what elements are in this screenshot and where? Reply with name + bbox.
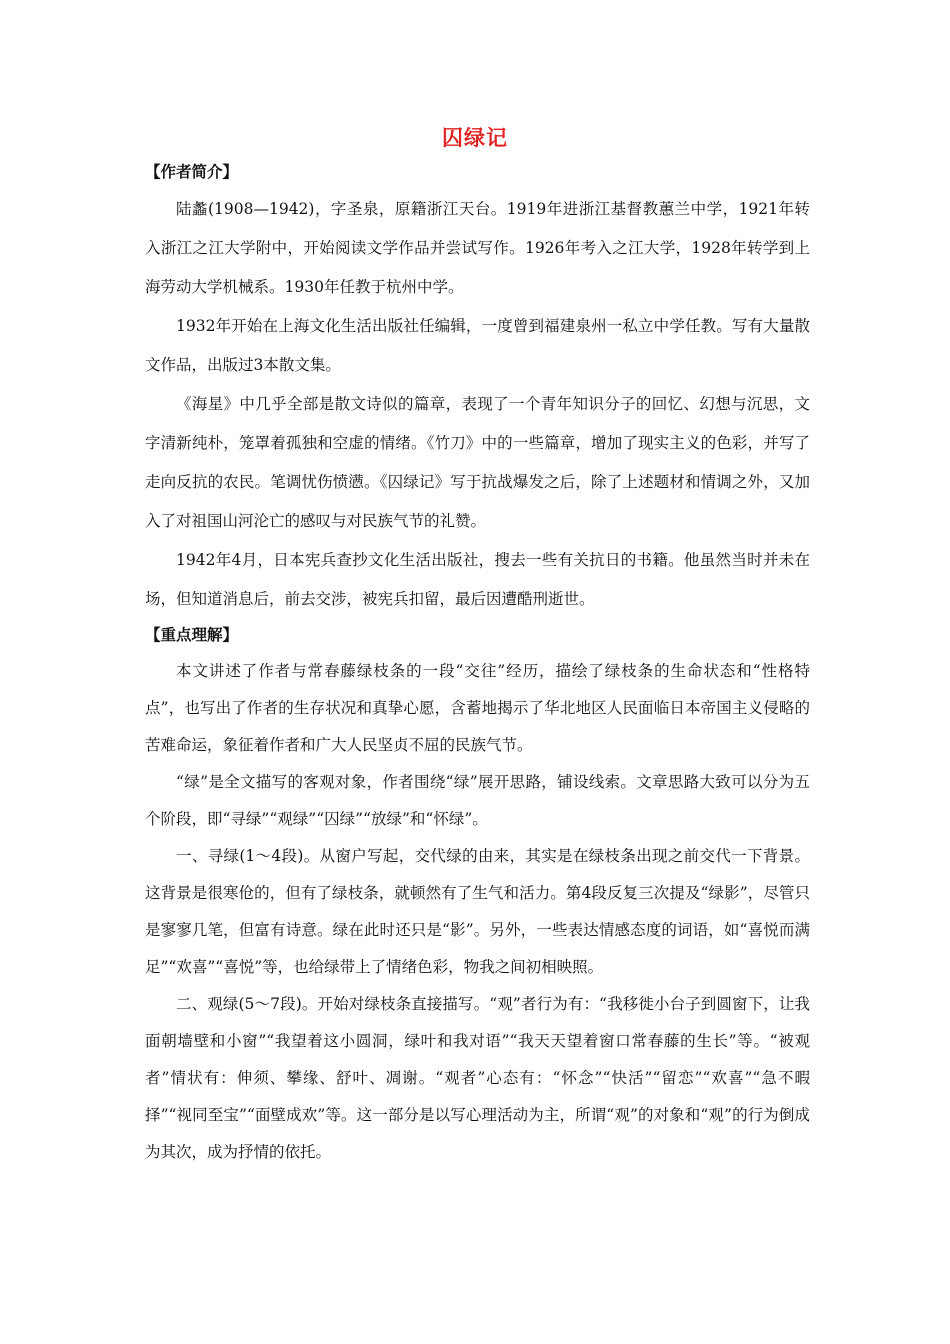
document-body xyxy=(145,160,810,1171)
paragraph: “绿”是全文描写的客观对象，作者围绕“绿”展开思路，铺设线索。文章思路大致可以分为五个阶段，即“寻绿”“观绿”“囚绿”“放绿”和“怀绿”。 xyxy=(145,773,810,828)
section-author-intro xyxy=(145,160,810,619)
paragraph: 《海星》中几乎全部是散文诗似的篇章，表现了一个青年知识分子的回忆、幻想与沉思，文字清新纯朴，笼罩着孤独和空虚的情绪。《竹刀》中的一些篇章，增加了现实主义的色彩，并写了走向反抗的农民。笔调忧伤愤懑。《囚绿记》写于抗战爆发之后，除了上述题材和情调之外，又加入了对祖国山河沦亡的感叹与对民族气节的礼赞。 xyxy=(145,395,810,530)
paragraph: 二、观绿(5～7段)。开始对绿枝条直接描写。“观”者行为有：“我移徙小台子到圆窗下，让我面朝墙壁和小窗”“我望着这小圆洞，绿叶和我对语”“我天天望着窗口常春藤的生长”等。“被观者”情状有：伸须、攀缘、舒叶、凋谢。“观者”心态有：“怀念”“快活”“留恋”“欢喜”“急不暇择”“视同至宝”“面壁成欢”等。这一部分是以写心理活动为主，所谓“观”的对象和“观”的行为倒成为其次，成为抒情的依托。 xyxy=(145,995,810,1161)
section-heading: 【重点理解】 xyxy=(145,625,239,644)
paragraph: 陆蠡(1908—1942)，字圣泉，原籍浙江天台。1919年进浙江基督教蕙兰中学，1921年转入浙江之江大学附中，开始阅读文学作品并尝试写作。1926年考入之江大学，1928年转学到上海劳动大学机械系。1930年任教于杭州中学。 xyxy=(145,200,810,296)
paragraph: 1942年4月，日本宪兵查抄文化生活出版社，搜去一些有关抗日的书籍。他虽然当时并未在场，但知道消息后，前去交涉，被宪兵扣留，最后因遭酷刑逝世。 xyxy=(145,551,810,608)
paragraph: 一、寻绿(1～4段)。从窗户写起，交代绿的由来，其实是在绿枝条出现之前交代一下背景。这背景是很寒伧的，但有了绿枝条，就顿然有了生气和活力。第4段反复三次提及“绿影”，尽管只是寥寥几笔，但富有诗意。绿在此时还只是“影”。另外，一些表达情感态度的词语，如“喜悦而满足”“欢喜”“喜悦”等，也给绿带上了情绪色彩，物我之间初相映照。 xyxy=(145,847,810,976)
paragraph: 本文讲述了作者与常春藤绿枝条的一段“交往”经历，描绘了绿枝条的生命状态和“性格特点”，也写出了作者的生存状况和真挚心愿，含蓄地揭示了华北地区人民面临日本帝国主义侵略的苦难命运，象征着作者和广大人民坚贞不屈的民族气节。 xyxy=(145,662,810,754)
document-title: 囚绿记 xyxy=(442,125,508,150)
section-key-understanding xyxy=(145,623,810,1171)
paragraph: 1932年开始在上海文化生活出版社任编辑，一度曾到福建泉州一私立中学任教。写有大量散文作品，出版过3本散文集。 xyxy=(145,317,810,374)
section-heading: 【作者简介】 xyxy=(145,162,239,181)
